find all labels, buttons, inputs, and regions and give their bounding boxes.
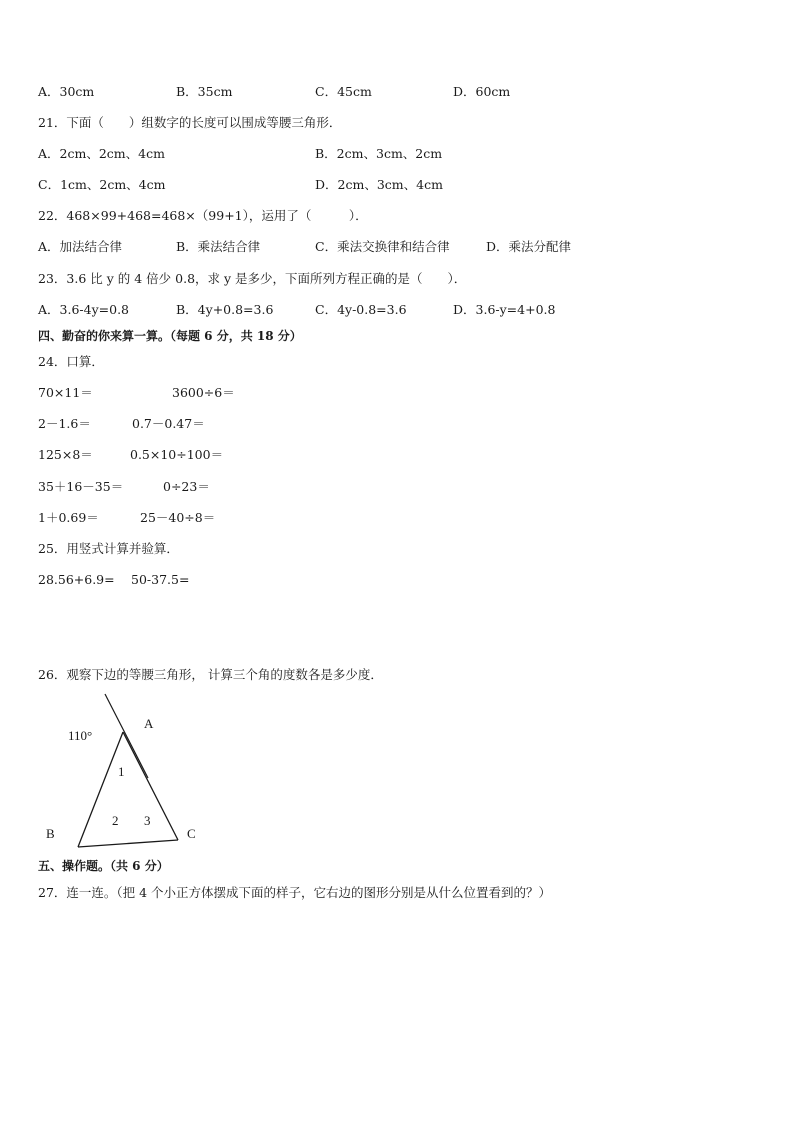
q24-text: 24．口算．: [38, 354, 104, 369]
q23-option-c: C．4y-0.8=3.6: [315, 302, 407, 317]
q27-text: 27．连一连。（把 4 个小正方体摆成下面的样子，它右边的图形分别是从什么位置看到的？）: [38, 885, 552, 900]
section4-heading: 四、勤奋的你来算一算。（每题 6 分，共 18 分）: [38, 329, 302, 343]
q20-option-c: C．45cm: [315, 84, 372, 99]
q20-option-a: A．30cm: [38, 84, 95, 99]
q23-option-d: D．3.6-y=4+0.8: [453, 302, 556, 317]
q24-item: 0.5×10÷100＝: [130, 447, 224, 462]
extension-line: [105, 694, 148, 778]
q22-text: 22．468×99+468=468×（99+1），运用了（ ）．: [38, 208, 368, 223]
vertex-a-label: A: [144, 716, 154, 731]
q22-option-d: D．乘法分配律: [486, 239, 572, 254]
q24-item: 1＋0.69＝: [38, 510, 99, 525]
q21-text: 21．下面（ ）组数字的长度可以围成等腰三角形．: [38, 115, 342, 130]
q24-item: 0÷23＝: [163, 479, 210, 494]
q22-option-b: B．乘法结合律: [176, 239, 261, 254]
side-ab: [78, 732, 123, 847]
q21-option-c: C．1cm、2cm、4cm: [38, 177, 166, 192]
q26-text: 26．观察下边的等腰三角形， 计算三个角的度数各是多少度．: [38, 667, 383, 682]
isosceles-triangle-figure: [40, 690, 210, 855]
q23-text: 23．3.6 比 y 的 4 倍少 0.8，求 y 是多少，下面所列方程正确的是（ ）．: [38, 271, 467, 286]
angle-110-label: 110°: [68, 728, 93, 743]
vertex-b-label: B: [46, 826, 55, 841]
q25-text: 25．用竖式计算并验算．: [38, 541, 179, 556]
q21-option-b: B．2cm、3cm、2cm: [315, 146, 443, 161]
section5-heading: 五、操作题。（共 6 分）: [38, 859, 169, 873]
q24-item: 3600÷6＝: [172, 385, 235, 400]
q24-item: 35＋16－35＝: [38, 479, 124, 494]
angle-2-label: 2: [112, 813, 119, 828]
q24-item: 125×8＝: [38, 447, 93, 462]
q22-option-a: A．加法结合律: [38, 239, 123, 254]
q21-option-d: D．2cm、3cm、4cm: [315, 177, 443, 192]
q20-option-d: D．60cm: [453, 84, 511, 99]
q22-option-c: C．乘法交换律和结合律: [315, 239, 450, 254]
angle-1-label: 1: [118, 764, 125, 779]
q25-item: 28.56+6.9=: [38, 572, 115, 587]
side-ac: [123, 732, 178, 840]
q24-item: 0.7－0.47＝: [132, 416, 205, 431]
angle-3-label: 3: [144, 813, 151, 828]
q25-item: 50-37.5=: [131, 572, 190, 587]
q23-option-a: A．3.6-4y=0.8: [38, 302, 129, 317]
q24-item: 25－40÷8＝: [140, 510, 216, 525]
q24-item: 70×11＝: [38, 385, 93, 400]
vertex-c-label: C: [187, 826, 196, 841]
side-bc: [78, 840, 178, 847]
q24-item: 2－1.6＝: [38, 416, 91, 431]
q21-option-a: A．2cm、2cm、4cm: [38, 146, 165, 161]
q20-option-b: B．35cm: [176, 84, 233, 99]
q23-option-b: B．4y+0.8=3.6: [176, 302, 274, 317]
